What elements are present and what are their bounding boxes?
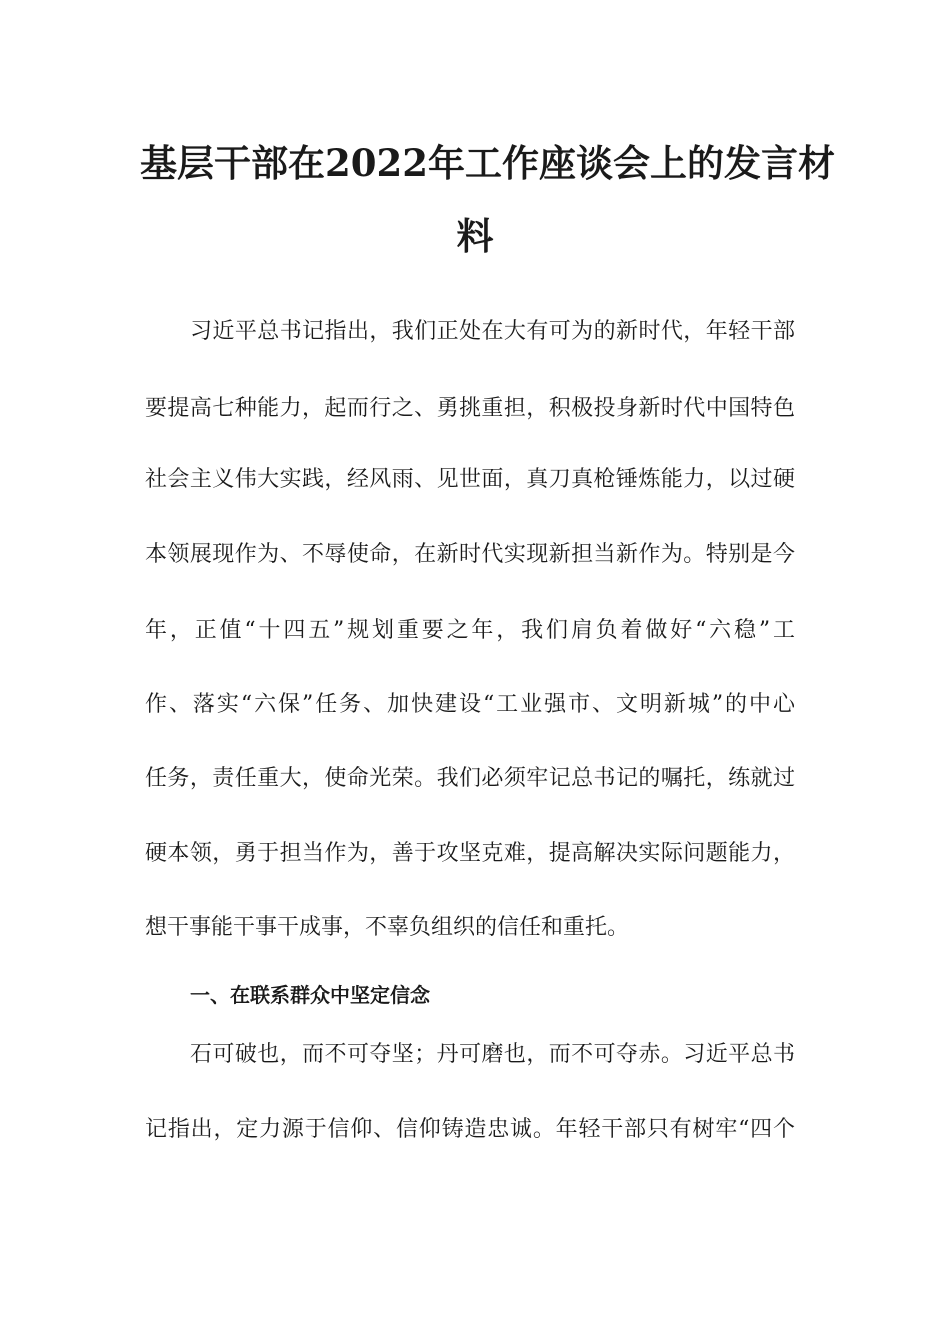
paragraph-1-line-7: 任务，责任重大，使命光荣。我们必须牢记总书记的嘱托，练就过: [145, 766, 795, 791]
paragraph-1-line-6: 作、落实“六保”任务、加快建设“工业强市、文明新城”的中心: [145, 692, 795, 717]
paragraph-2-line-2: 记指出，定力源于信仰、信仰铸造忠诚。年轻干部只有树牢“四个: [145, 1117, 795, 1142]
paragraph-1-line-4: 本领展现作为、不辱使命，在新时代实现新担当新作为。特别是今: [145, 542, 795, 567]
paragraph-1-line-1: 习近平总书记指出，我们正处在大有可为的新时代，年轻干部: [190, 319, 795, 344]
paragraph-2-line-1: 石可破也，而不可夺坚；丹可磨也，而不可夺赤。习近平总书: [190, 1042, 795, 1067]
section-1-heading: 一、在联系群众中坚定信念: [190, 983, 430, 1007]
paragraph-1-line-2: 要提高七种能力，起而行之、勇挑重担，积极投身新时代中国特色: [145, 396, 795, 421]
document-title-line-1: 基层干部在2022年工作座谈会上的发言材: [140, 141, 835, 185]
paragraph-1-line-5: 年，正值“十四五”规划重要之年，我们肩负着做好“六稳”工: [145, 618, 795, 643]
paragraph-1-line-8: 硬本领，勇于担当作为，善于攻坚克难，提高解决实际问题能力，: [145, 841, 795, 866]
paragraph-1-line-3: 社会主义伟大实践，经风雨、见世面，真刀真枪锤炼能力，以过硬: [145, 467, 795, 492]
paragraph-1-line-9: 想干事能干事干成事，不辜负组织的信任和重托。: [145, 915, 630, 940]
document-title-line-2: 料: [456, 214, 494, 258]
